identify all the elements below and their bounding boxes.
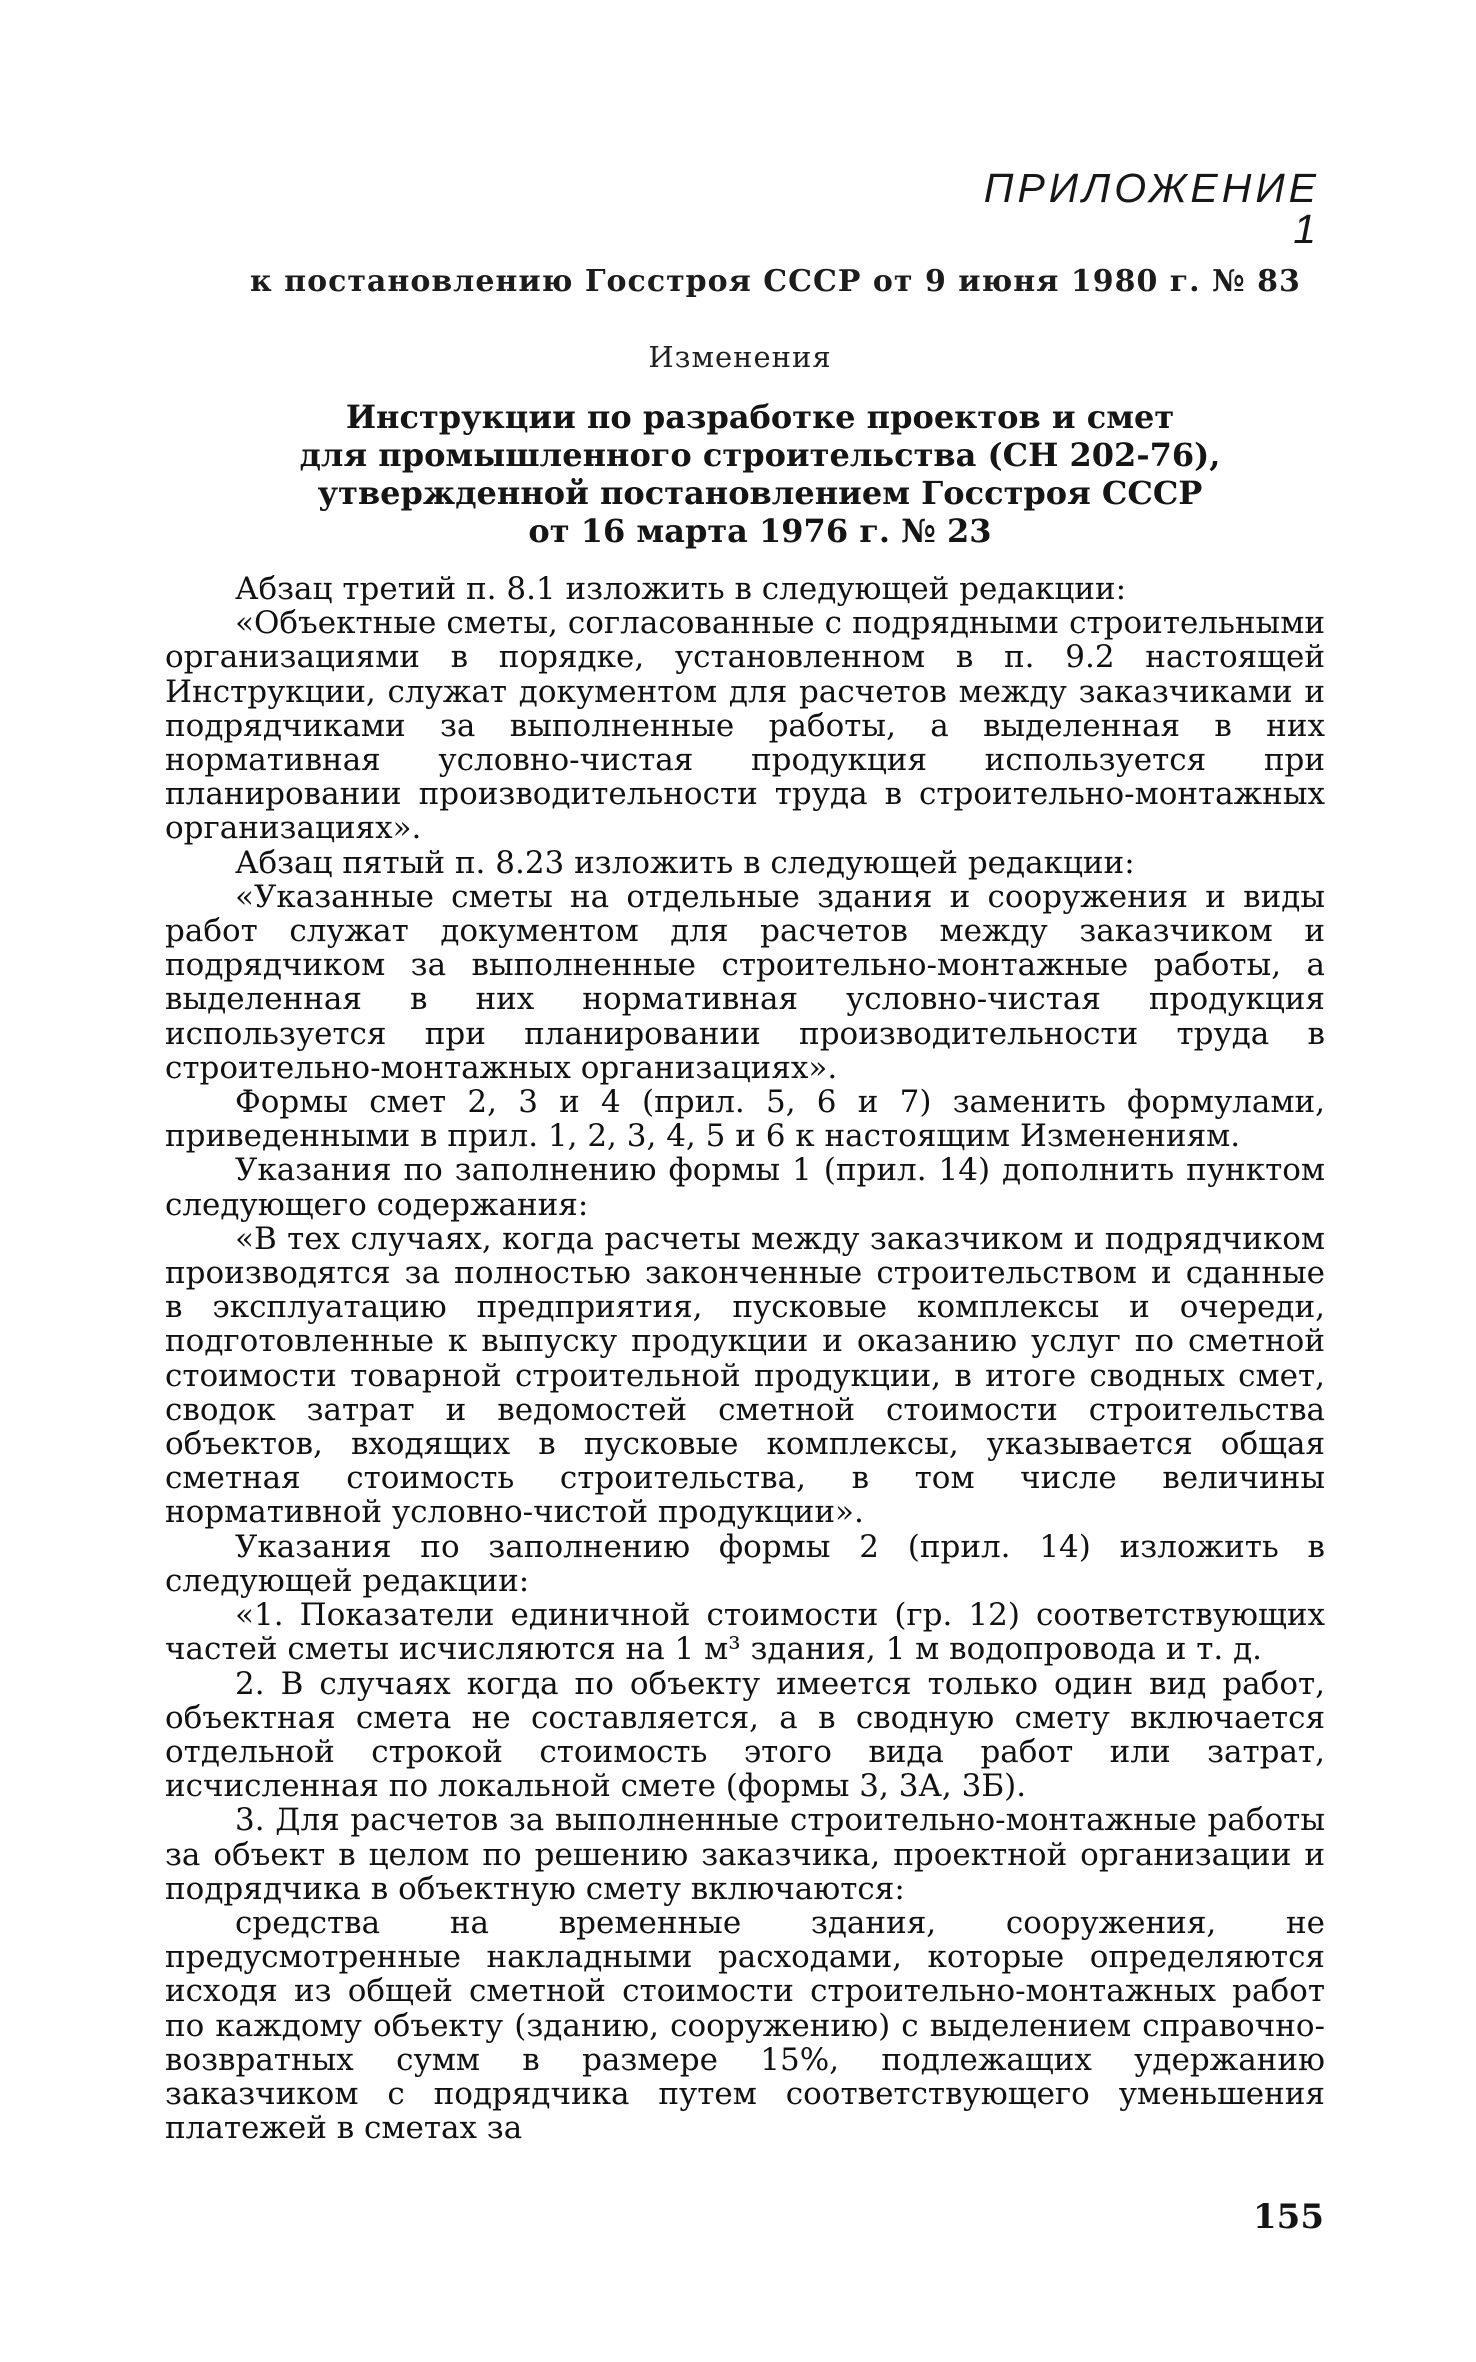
paragraph: средства на временные здания, сооружения, не предусмотренные накладными расходами, которые определяются исходя из общей сметной стоимости строительно-монтажных работ по каждому объекту (зданию, сооружению) с выделением справочно-возвратных сумм в размере 15%, подлежащих удержанию заказчиком с подрядчика путем соответствующего уменьшения платежей в сметах за <box>165 1904 1325 2147</box>
decree-reference: к постановлению Госстроя СССР от 9 июня 1980 г. № 83 <box>250 264 1301 299</box>
title-line: от 16 марта 1976 г. № 23 <box>528 512 992 550</box>
paragraph: «В тех случаях, когда расчеты между заказчиком и подрядчиком производятся за полностью законченные строительством и сданные в эксплуатацию предприятия, пусковые комплексы и очереди, подготовленные к выпуску продукции и оказанию услуг по сметной стоимости товарной строительной продукции, в итоге сводных смет, сводок затрат и ведомостей сметной стоимости строительства объектов, входящих в пусковые комплексы, указывается общая сметная стоимость строительства, в том числе величины нормативной условно-чистой продукции». <box>165 1220 1325 1531</box>
paragraph: Указания по заполнению формы 2 (прил. 14) изложить в следующей редакции: <box>165 1528 1325 1599</box>
title-line: утвержденной постановлением Госстроя СССР <box>317 474 1203 512</box>
page-number: 155 <box>1253 2197 1324 2237</box>
changes-heading: Изменения <box>648 340 832 374</box>
paragraph: Абзац третий п. 8.1 изложить в следующей редакции: <box>235 571 1127 607</box>
title-line: Инструкции по разработке проектов и смет <box>345 398 1175 436</box>
body-text <box>165 572 1325 2145</box>
appendix-label: ПРИЛОЖЕНИЕ 1 <box>983 165 1320 252</box>
paragraph: Указания по заполнению формы 1 (прил. 14) дополнить пунктом следующего содержания: <box>165 1152 1325 1223</box>
paragraph: 2. В случаях когда по объекту имеется только один вид работ, объектная смета не составляется, а в сводную смету включается отдельной строкой стоимость этого вида работ или затрат, исчисленная по локальной смете (формы 3, 3А, 3Б). <box>165 1665 1325 1805</box>
paragraph: «Указанные сметы на отдельные здания и сооружения и виды работ служат документом для расчетов между заказчиком и подрядчиком за выполненные строительно-монтажные работы, а выделенная в них нормативная условно-чистая продукция используется при планировании производительности труда в строительно-монтажных организациях». <box>165 878 1325 1086</box>
paragraph: «1. Показатели единичной стоимости (гр. 12) соответствующих частей сметы исчисляются на 1 м³ здания, 1 м водопровода и т. д. <box>165 1597 1325 1668</box>
paragraph: 3. Для расчетов за выполненные строительно-монтажные работы за объект в целом по решению заказчика, проектной организации и подрядчика в объектную смету включаются: <box>165 1802 1325 1907</box>
paragraph: «Объектные сметы, согласованные с подрядными строительными организациями в порядке, установленном в п. 9.2 настоящей Инструкции, служат документом для расчетов между заказчиками и подрядчиками за выполненные работы, а выделенная в них нормативная условно-чистая продукция используется при планировании производительности труда в строительно-монтажных организациях». <box>165 605 1325 847</box>
paragraph: Формы смет 2, 3 и 4 (прил. 5, 6 и 7) заменить формулами, приведенными в прил. 1, 2, 3, 4, 5 и 6 к настоящим Изменениям. <box>165 1084 1325 1155</box>
paragraph: Абзац пятый п. 8.23 изложить в следующей редакции: <box>235 844 1135 881</box>
document-title <box>280 398 1240 550</box>
title-line: для промышленного строительства (СН 202-76), <box>299 436 1221 474</box>
